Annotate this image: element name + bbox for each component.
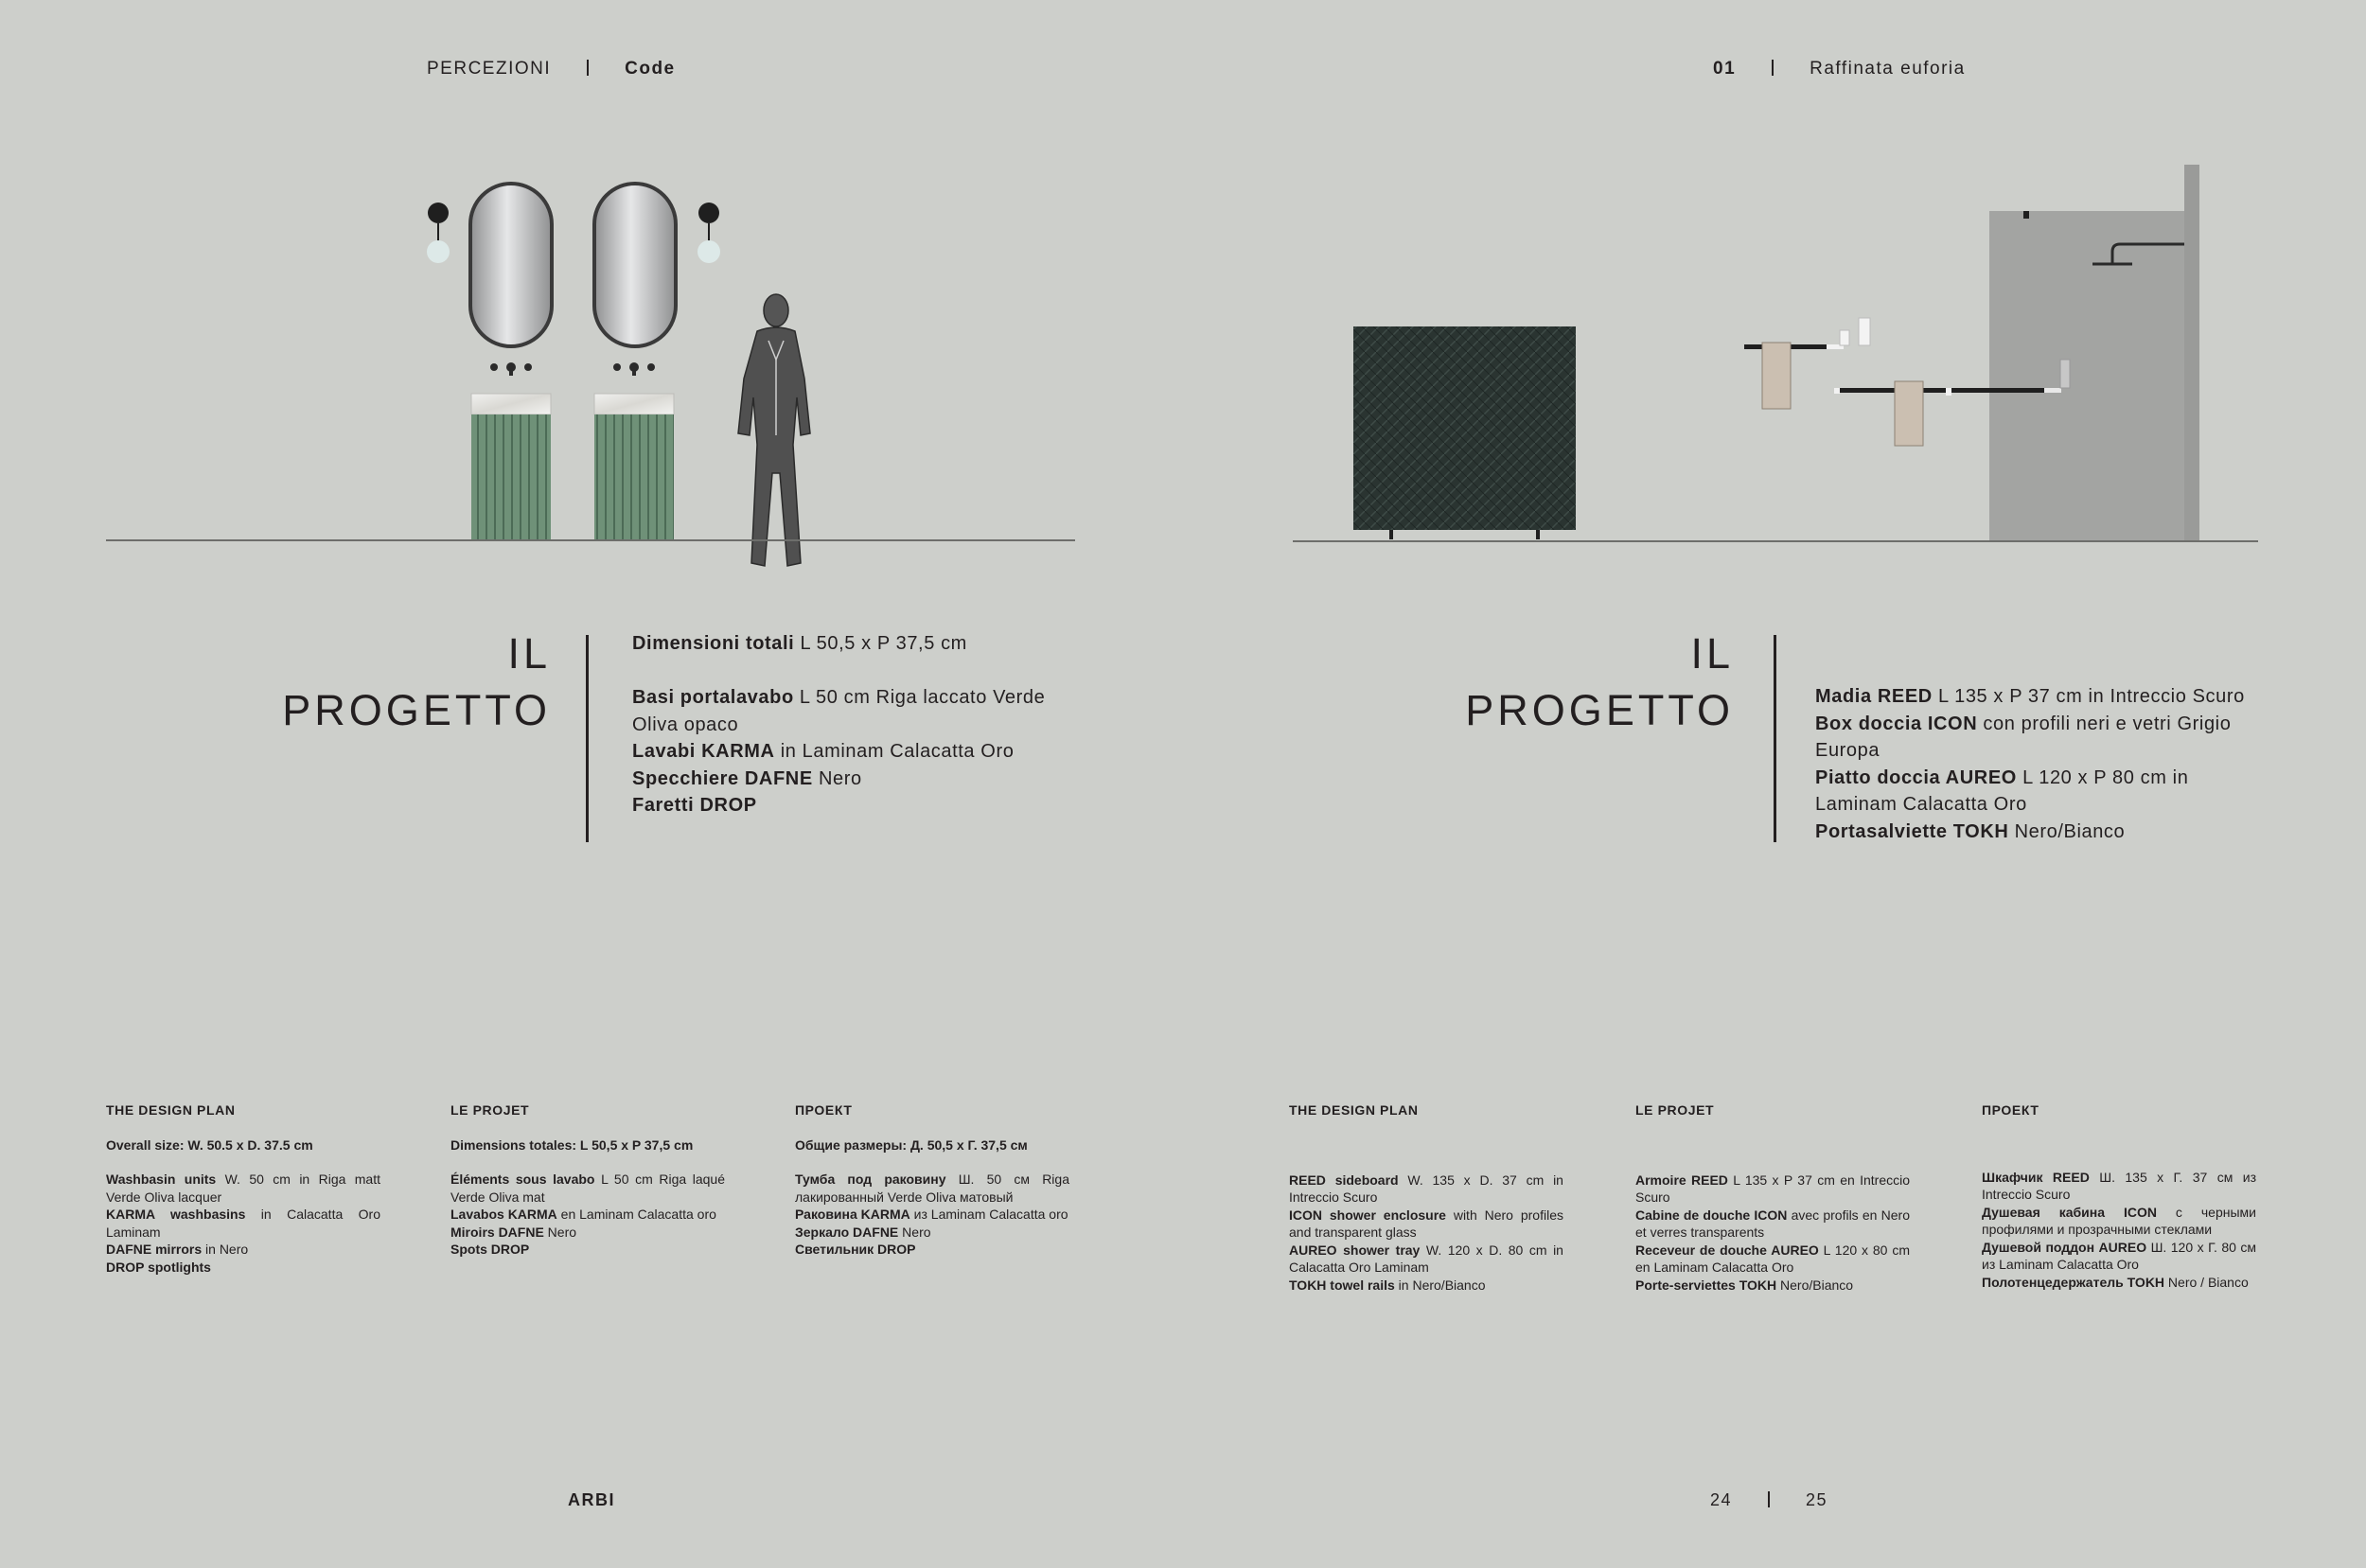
bathroom-elevation-left (0, 0, 1183, 625)
item-name: Душевой поддон AUREO (1982, 1239, 2147, 1255)
item-value: W. 120 x D. 80 cm in Calacatta Oro Laminam (1289, 1242, 1563, 1275)
page-number-left: 24 (1710, 1490, 1733, 1509)
spec-value: Nero (812, 767, 862, 789)
column-item (450, 1171, 725, 1206)
spec-item (1815, 683, 2251, 711)
translation-column-fr-right (1635, 1101, 1910, 1294)
column-item (106, 1241, 380, 1259)
item-value: Ш. 50 см Riga лакированный Verde Oliva матовый (795, 1172, 1069, 1205)
item-value: avec profils en Nero et verres transparents (1635, 1207, 1910, 1240)
item-value: из Laminam Calacatta oro (909, 1207, 1068, 1222)
item-value: Ш. 135 х Г. 37 см из Intreccio Scuro (1982, 1169, 2256, 1202)
item-value: W. 135 x D. 37 cm in Intreccio Scuro (1289, 1172, 1563, 1205)
riga-base-unit-left (471, 414, 551, 539)
title-divider-right (1774, 635, 1776, 842)
column-lead: Общие размеры: Д. 50,5 х Г. 37,5 см (795, 1136, 1028, 1153)
column-item (1982, 1239, 2256, 1274)
spec-value: con profili neri e vetri Grigio Europa (1815, 713, 2232, 761)
column-item (1635, 1207, 1910, 1242)
chapter-number: 01 (1713, 59, 1737, 79)
column-item (1635, 1277, 1910, 1295)
spacer (632, 658, 1068, 685)
item-value: W. 50 cm in Riga matt Verde Oliva lacquer (106, 1172, 380, 1205)
item-value: Nero (543, 1224, 577, 1240)
spec-name: Piatto doccia AUREO (1815, 766, 2017, 788)
shower-wall (2184, 165, 2199, 540)
page-number-right: 25 (1806, 1490, 1828, 1509)
column-item (1289, 1207, 1563, 1242)
item-value: with Nero profiles and transparent glass (1289, 1207, 1563, 1240)
collection-name: ARBI (568, 1490, 615, 1509)
column-title: LE PROJET (450, 1102, 530, 1118)
dafne-mirror-left (470, 184, 552, 346)
spec-name: Box doccia ICON (1815, 713, 1978, 734)
icon-shower-enclosure (1989, 211, 2188, 540)
translation-column-ru-right (1982, 1101, 2256, 1291)
spec-item (632, 630, 1068, 658)
translation-column-en-left (106, 1101, 380, 1276)
column-item (450, 1206, 725, 1224)
column-item (795, 1171, 1069, 1206)
column-item (450, 1241, 725, 1259)
title-divider-left (586, 635, 589, 842)
item-name: Раковина KARMA (795, 1207, 910, 1222)
item-value: en Laminam Calacatta oro (556, 1207, 716, 1222)
reed-sideboard (1353, 326, 1576, 539)
column-item (1982, 1169, 2256, 1204)
drop-spotlight-left (427, 203, 450, 263)
spec-item (632, 684, 1068, 738)
item-name: Washbasin units (106, 1172, 217, 1187)
spec-item (632, 766, 1068, 793)
item-name: Душевая кабина ICON (1982, 1204, 2157, 1220)
spec-name: Specchiere DAFNE (632, 767, 813, 789)
column-lead: Overall size: W. 50.5 x D. 37.5 cm (106, 1136, 313, 1153)
project-title-right (1448, 625, 1734, 739)
tap-set-right (613, 362, 655, 376)
column-item (1635, 1172, 1910, 1207)
title-line-2: PROGETTO (282, 686, 551, 734)
floor-line-right (1293, 540, 2258, 542)
item-value: Ш. 120 х Г. 80 см из Laminam Calacatta Oro (1982, 1239, 2256, 1272)
spec-item (1815, 711, 2251, 765)
item-name: ICON shower enclosure (1289, 1207, 1446, 1223)
column-item (1635, 1242, 1910, 1277)
item-name: Полотенцедержатель TOKH (1982, 1274, 2165, 1290)
item-value: Nero / Bianco (2164, 1274, 2249, 1290)
riga-base-unit-right (594, 414, 674, 539)
spec-value: in Laminam Calacatta Oro (774, 741, 1015, 762)
item-value: in Nero/Bianco (1394, 1277, 1486, 1293)
item-name: REED sideboard (1289, 1172, 1399, 1188)
column-item (450, 1224, 725, 1242)
title-line-2: PROGETTO (1465, 686, 1734, 734)
column-title: ПРОЕКТ (1982, 1102, 2039, 1118)
spec-value: L 50 cm Riga laccato Verde Oliva opaco (632, 687, 1046, 735)
column-item (1289, 1242, 1563, 1277)
shower-hinge (2023, 211, 2029, 219)
item-value: с черными профилями и прозрачными стеклами (1982, 1204, 2256, 1237)
column-lead: Dimensions totales: L 50,5 x P 37,5 cm (450, 1136, 694, 1153)
floor-line-left (106, 539, 1075, 541)
item-name: Шкафчик REED (1982, 1169, 2090, 1185)
karma-washbasin-right (594, 394, 674, 414)
spec-name: Faretti DROP (632, 795, 757, 816)
bathroom-elevation-right (1183, 0, 2366, 625)
item-value: in Nero (202, 1242, 249, 1257)
item-name: Porte-serviettes TOKH (1635, 1277, 1777, 1293)
spec-list-right (1815, 683, 2251, 845)
item-value: L 120 x 80 cm en Laminam Calacatta Oro (1635, 1242, 1910, 1275)
item-value: in Calacatta Oro Laminam (106, 1207, 380, 1240)
section-name: PERCEZIONI (427, 59, 552, 79)
item-name: DROP spotlights (106, 1259, 211, 1275)
title-line-1: IL (507, 629, 551, 678)
column-item (1289, 1172, 1563, 1207)
page-numbers (1710, 1490, 1827, 1510)
spec-item (632, 792, 1068, 819)
spec-value: L 50,5 x P 37,5 cm (794, 633, 967, 654)
project-title-left (265, 625, 551, 739)
item-value: Nero/Bianco (1776, 1277, 1854, 1293)
item-name: KARMA washbasins (106, 1207, 246, 1222)
spec-value: L 135 x P 37 cm in Intreccio Scuro (1932, 686, 2245, 707)
translation-column-en-right (1289, 1101, 1563, 1294)
column-title: THE DESIGN PLAN (106, 1102, 236, 1118)
item-name: Éléments sous lavabo (450, 1172, 595, 1187)
drop-spotlight-right (697, 203, 720, 263)
item-name: Тумба под раковину (795, 1172, 946, 1187)
column-item (106, 1171, 380, 1206)
page-title: Code (625, 59, 676, 79)
spec-value: Nero/Bianco (2008, 820, 2126, 842)
item-value: L 135 x P 37 cm en Intreccio Scuro (1635, 1172, 1911, 1205)
spec-name: Madia REED (1815, 686, 1933, 707)
column-title: THE DESIGN PLAN (1289, 1102, 1419, 1118)
spec-item (632, 738, 1068, 766)
spec-value: L 120 x P 80 cm in Laminam Calacatta Oro (1815, 766, 2189, 815)
person-figure (738, 294, 810, 566)
column-item (795, 1206, 1069, 1224)
item-name: Зеркало DAFNE (795, 1224, 899, 1240)
item-name: Miroirs DAFNE (450, 1224, 544, 1240)
column-item (795, 1224, 1069, 1242)
column-item (1982, 1204, 2256, 1239)
spec-list-left (632, 630, 1068, 819)
column-title: LE PROJET (1635, 1102, 1715, 1118)
translation-column-fr-left (450, 1101, 725, 1259)
spec-name: Portasalviette TOKH (1815, 820, 2009, 842)
item-name: Receveur de douche AUREO (1635, 1242, 1819, 1258)
item-name: AUREO shower tray (1289, 1242, 1421, 1258)
spec-name: Basi portalavabo (632, 687, 794, 708)
column-item (106, 1259, 380, 1277)
item-value: L 50 cm Riga laqué Verde Oliva mat (450, 1172, 725, 1205)
spec-name: Dimensioni totali (632, 633, 795, 654)
translation-column-ru-left (795, 1101, 1069, 1259)
column-item (1289, 1277, 1563, 1295)
column-item (1982, 1274, 2256, 1292)
tap-set-left (490, 362, 532, 376)
tokh-towel-rail-upper (1744, 318, 1870, 409)
item-name: DAFNE mirrors (106, 1242, 203, 1257)
item-value: Nero (898, 1224, 931, 1240)
spec-item (1815, 765, 2251, 819)
item-name: Светильник DROP (795, 1242, 916, 1257)
chapter-title: Raffinata euforia (1810, 59, 1966, 79)
title-line-1: IL (1690, 629, 1734, 678)
dafne-mirror-right (594, 184, 676, 346)
footer-divider (1768, 1491, 1770, 1507)
karma-washbasin-left (471, 394, 551, 414)
spec-name: Lavabi KARMA (632, 741, 775, 762)
item-name: Lavabos KARMA (450, 1207, 557, 1222)
column-item (795, 1241, 1069, 1259)
column-item (106, 1206, 380, 1241)
item-name: TOKH towel rails (1289, 1277, 1395, 1293)
item-name: Armoire REED (1635, 1172, 1728, 1188)
spec-item (1815, 819, 2251, 846)
item-name: Spots DROP (450, 1242, 530, 1257)
column-title: ПРОЕКТ (795, 1102, 853, 1118)
item-name: Cabine de douche ICON (1635, 1207, 1788, 1223)
